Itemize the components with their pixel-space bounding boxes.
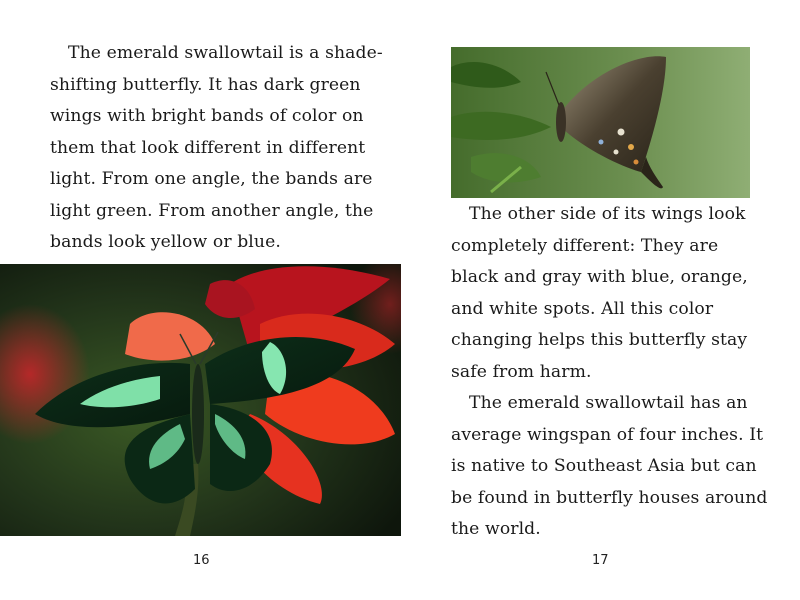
- left-page-paragraph: The emerald swallowtail is a shade-shifting butterfly. It has dark green wings with bright bands of color on them that look different in different light. From one angle, the bands are light green. From another angle, the bands look yellow or blue.: [50, 43, 383, 252]
- right-page-paragraph-2: The emerald swallowtail has an average wingspan of four inches. It is native to Southeast Asia but can be found in butterfly houses around the world.: [451, 393, 768, 539]
- butterfly-on-flower-illustration: [0, 264, 401, 536]
- emerald-swallowtail-underside-photo: [451, 47, 750, 198]
- emerald-swallowtail-photo: [0, 264, 401, 536]
- page-number-left: 16: [193, 553, 210, 568]
- butterfly-underside-illustration: [451, 47, 750, 198]
- right-page-paragraph-1: The other side of its wings look completely different: They are black and gray with blue, orange, and white spots. All this color changing helps this butterfly stay safe from harm.: [451, 204, 748, 382]
- page-number-right: 17: [592, 553, 609, 568]
